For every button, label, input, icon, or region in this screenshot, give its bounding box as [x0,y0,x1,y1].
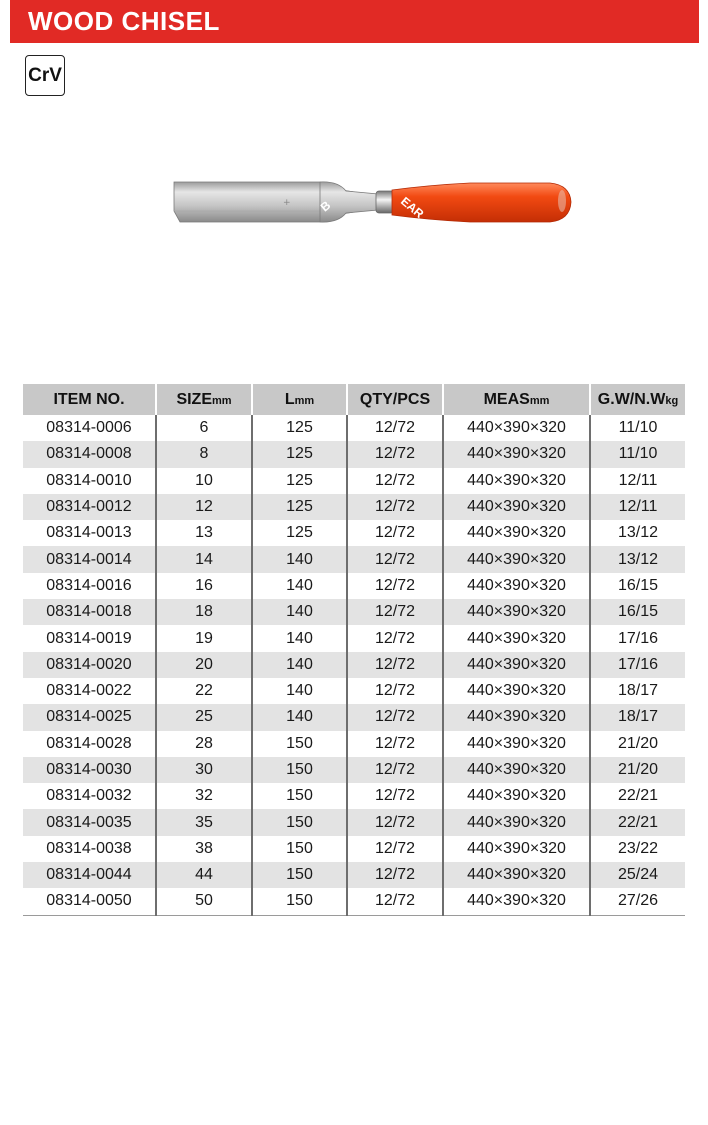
table-cell: 38 [156,836,252,862]
column-header-unit: kg [665,394,679,407]
column-header-label: MEAS [483,390,530,408]
table-row [23,652,685,678]
table-cell: 17/16 [590,652,685,678]
table-cell: 28 [156,731,252,757]
table-cell: 12/72 [347,888,443,915]
crv-badge: CrV [25,55,65,96]
brand-mark-left: B [317,198,334,215]
table-row [23,573,685,599]
table-cell: 440×390×320 [443,731,590,757]
table-cell: 22 [156,678,252,704]
table-cell: 08314-0016 [46,576,132,594]
table-cell: 17/16 [590,625,685,651]
table-row [23,441,685,467]
table-cell: 08314-0044 [23,862,156,888]
column-header [23,384,156,415]
table-row [23,546,685,572]
table-cell: 440×390×320 [443,599,590,625]
table-cell: 11/10 [590,415,685,441]
table-cell: 18/17 [590,704,685,730]
column-header-unit: mm [212,394,232,407]
table-cell: 12/72 [347,599,443,625]
table-row [23,757,685,783]
table-cell: 440×390×320 [443,625,590,651]
table-cell: 16/15 [590,599,685,625]
table-cell: 12/72 [347,809,443,835]
table-cell: 23/22 [590,836,685,862]
table-cell: 12/72 [347,836,443,862]
wood-chisel-image [170,175,575,230]
table-cell: 150 [252,783,347,809]
table-row [23,862,685,888]
table-cell: 08314-0019 [46,629,132,647]
table-cell: 6 [156,415,252,441]
table-cell: 08314-0012 [23,494,156,520]
table-cell: 440×390×320 [443,836,590,862]
table-cell: 27/26 [590,888,685,915]
table-cell: 150 [252,888,347,915]
table-cell: 44 [156,862,252,888]
column-header-unit: mm [529,394,550,407]
table-row [23,520,685,546]
table-row [23,468,685,494]
column-header [156,384,252,415]
table-cell: 12/11 [590,468,685,494]
table-cell: 16 [156,573,252,599]
table-row [23,809,685,835]
table-cell: 25/24 [590,862,685,888]
table-row [23,783,685,809]
table-cell: 18 [156,599,252,625]
product-spec-table [23,384,685,916]
table-cell: 8 [156,441,252,467]
table-cell: 440×390×320 [443,862,590,888]
table-cell: 12 [156,494,252,520]
table-cell: 12/72 [347,573,443,599]
column-header [443,384,590,415]
chisel-shank [317,182,378,222]
table-cell: 25 [156,704,252,730]
table-cell: 12/72 [347,731,443,757]
table-cell: 150 [252,731,347,757]
table-cell: 08314-0025 [23,704,156,730]
chisel-ferrule [376,191,394,213]
table-cell: 125 [252,441,347,467]
table-cell: 08314-0006 [46,419,132,437]
table-cell: 08314-0050 [23,888,156,915]
table-cell: 19 [156,625,252,651]
table-cell: 12/72 [347,520,443,546]
table-cell: 08314-0032 [46,787,132,805]
table-cell: 13/12 [590,520,685,546]
table-row [23,731,685,757]
table-cell: 440×390×320 [443,415,590,441]
table-cell: 35 [156,809,252,835]
table-cell: 140 [252,652,347,678]
table-row [23,704,685,730]
table-cell: 440×390×320 [443,783,590,809]
column-header-label: SIZE [176,390,212,408]
table-cell: 12/72 [347,678,443,704]
table-cell: 13/12 [590,546,685,572]
table-cell: 140 [252,573,347,599]
table-cell: 440×390×320 [443,494,590,520]
table-cell: 12/72 [347,468,443,494]
table-cell: 440×390×320 [443,757,590,783]
table-cell: 10 [156,468,252,494]
table-cell: 12/72 [347,415,443,441]
table-cell: 12/72 [347,625,443,651]
table-row [23,415,685,441]
table-cell: 08314-0028 [46,734,132,752]
table-cell: 08314-0020 [23,652,156,678]
table-cell: 08314-0014 [23,546,156,572]
table-cell: 08314-0008 [23,441,156,467]
table-cell: 22/21 [590,783,685,809]
table-cell: 16/15 [590,573,685,599]
table-cell: 13 [156,520,252,546]
table-cell: 150 [252,836,347,862]
table-cell: 08314-0038 [46,839,132,857]
table-cell: 12/72 [347,652,443,678]
table-row [23,888,685,915]
table-cell: 50 [156,888,252,915]
column-header-label: L [284,390,295,408]
table-cell: 12/72 [347,704,443,730]
table-cell: 150 [252,809,347,835]
table-cell: 150 [252,757,347,783]
table-cell: 30 [156,757,252,783]
table-cell: 22/21 [590,809,685,835]
table-cell: 11/10 [590,441,685,467]
table-cell: 150 [252,862,347,888]
table-body [23,415,685,915]
table-cell: 08314-0035 [23,809,156,835]
column-header-unit: mm [294,394,315,407]
column-header-label: G.W/N.W [597,390,666,408]
table-cell: 140 [252,625,347,651]
page-title: WOOD CHISEL [28,6,220,36]
table-row [23,625,685,651]
table-cell: 440×390×320 [443,546,590,572]
table-cell: 440×390×320 [443,678,590,704]
column-header [252,384,347,415]
table-cell: 140 [252,599,347,625]
table-cell: 440×390×320 [443,573,590,599]
table-cell: 440×390×320 [443,468,590,494]
title-banner [10,0,699,43]
table-cell: 140 [252,678,347,704]
table-cell: 12/72 [347,757,443,783]
table-cell: 440×390×320 [443,888,590,915]
table-row [23,599,685,625]
table-header-row [23,384,685,415]
table-cell: 12/11 [590,494,685,520]
brand-mark-right: EAR [398,194,427,222]
table-cell: 440×390×320 [443,704,590,730]
table-cell: 14 [156,546,252,572]
table-cell: 125 [252,494,347,520]
table-cell: 08314-0022 [46,682,132,700]
table-row [23,836,685,862]
table-cell: 21/20 [590,731,685,757]
column-header-label: ITEM NO. [53,390,125,408]
table-cell: 12/72 [347,494,443,520]
table-cell: 18/17 [590,678,685,704]
table-cell: 12/72 [347,441,443,467]
column-header [347,384,443,415]
table-row [23,494,685,520]
table-cell: 125 [252,520,347,546]
table-cell: 125 [252,415,347,441]
table-cell: 08314-0010 [46,471,132,489]
table-cell: 125 [252,468,347,494]
column-header-label: QTY/PCS [359,390,431,408]
table-cell: 12/72 [347,783,443,809]
table-cell: 440×390×320 [443,652,590,678]
column-header [590,384,685,415]
table-cell: 440×390×320 [443,441,590,467]
table-cell: 08314-0030 [23,757,156,783]
table-cell: 08314-0013 [46,524,132,542]
table-cell: 08314-0018 [23,599,156,625]
table-cell: 12/72 [347,862,443,888]
table-cell: 32 [156,783,252,809]
table-cell: 440×390×320 [443,809,590,835]
svg-text:+: + [283,198,291,208]
table-cell: 140 [252,546,347,572]
table-cell: 21/20 [590,757,685,783]
table-cell: 140 [252,704,347,730]
table-row [23,678,685,704]
table-cell: 12/72 [347,546,443,572]
table-cell: 440×390×320 [443,520,590,546]
table-cell: 20 [156,652,252,678]
